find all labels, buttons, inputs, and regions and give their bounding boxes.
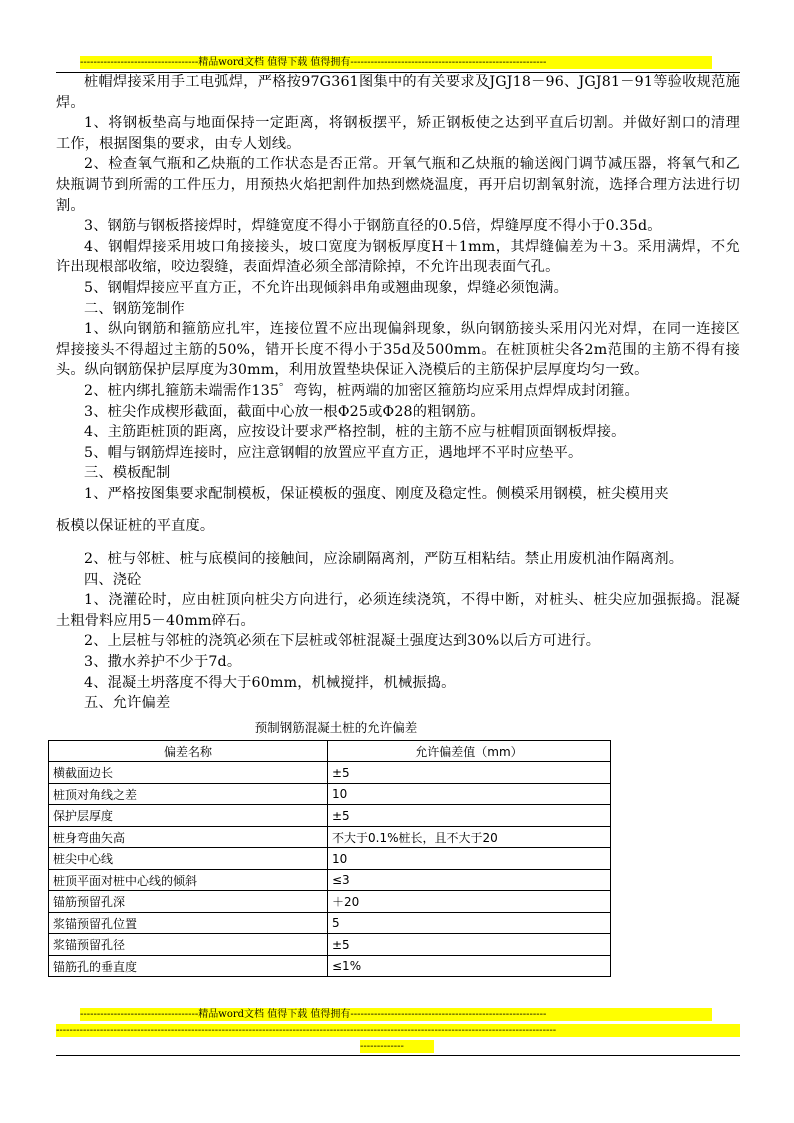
paragraph-weld-5: 5、钢帽焊接应平直方正，不允许出现倾斜串角或翘曲现象，焊缝必须饱满。 [84,279,569,296]
table-title: 预制钢筋混凝土桩的允许偏差 [254,719,418,735]
paragraph-pouring-3: 3、撒水养护不少于7d。 [84,654,242,671]
cell-value: 不大于0.1%桩长，且不大于20 [328,826,611,848]
paragraph-intro: 桩帽焊接采用手工电弧焊，严格按97G361图集中的有关要求及JGJ18－96、JGJ81－91等验收规范施焊。 [56,74,740,111]
paragraph-formwork-1: 1、严格按图集要求配制模板，保证模板的强度、刚度及稳定性。侧模采用钢模，桩尖模用夹 [84,485,669,502]
paragraph-weld-1: 1、将钢板垫高与地面保持一定距离，将钢板摆平，矫正钢板使之达到平直后切割。并做好割口的清理工作，根据图集的要求，由专人划线。 [56,115,740,152]
cell-value: ≤1% [328,955,611,977]
tolerance-table [48,740,611,978]
header-banner: -----------------------------------精品word文档 值得下载 值得拥有---------------------------------------------------------- [80,56,712,69]
table-row [49,826,611,848]
paragraph-cage-2: 2、桩内绑扎箍筋未端需作135゜弯钩，桩两端的加密区箍筋均应采用点焊焊成封闭箍。 [84,382,639,399]
paragraph-weld-2: 2、检查氧气瓶和乙炔瓶的工作状态是否正常。开氧气瓶和乙炔瓶的输送阀门调节减压器，将氧气和乙炔瓶调节到所需的工件压力，用预热火焰把割件加热到燃烧温度，再开启切割氧射流，选择合理方法进行切割。 [56,156,740,214]
section-heading-tolerance: 五、允许偏差 [84,695,171,712]
table-row [49,891,611,913]
cell-name: 锚筋预留孔深 [49,891,328,913]
cell-value: ±5 [328,805,611,827]
paragraph-pouring-1: 1、浇灌砼时，应由桩顶向桩尖方向进行，必须连续浇筑，不得中断，对桩头、桩尖应加强振捣。混凝土粗骨料应用5－40mm碎石。 [56,592,740,629]
cell-name: 浆锚预留孔位置 [49,912,328,934]
cell-name: 浆锚预留孔径 [49,934,328,956]
cell-value: ±5 [328,934,611,956]
cell-name: 保护层厚度 [49,805,328,827]
cell-value: 5 [328,912,611,934]
cell-name: 桩顶平面对桩中心线的倾斜 [49,869,328,891]
paragraph-formwork-2: 2、桩与邻桩、桩与底模间的接触间，应涂刷隔离剂，严防互相粘结。禁止用废机油作隔离剂。 [84,551,684,568]
cell-value: 10 [328,783,611,805]
document-body [53,72,740,977]
table-row [49,848,611,870]
footer-banner-line-1: -----------------------------------精品word文档 值得下载 值得拥有---------------------------------------------------------- [80,1008,712,1021]
paragraph-cage-4: 4、主筋距桩顶的距离，应按设计要求严格控制，桩的主筋不应与桩帽顶面钢板焊接。 [84,424,626,441]
paragraph-pouring-2: 2、上层桩与邻桩的浇筑必须在下层桩或邻桩混凝土强度达到30%以后方可进行。 [84,633,601,650]
cell-value: ＋20 [328,891,611,913]
table-row [49,762,611,784]
paragraph-cage-3: 3、桩尖作成楔形截面，截面中心放一根Φ25或Φ28的粗钢筋。 [84,403,485,420]
table-row [49,869,611,891]
paragraph-pouring-4: 4、混凝土坍落度不得大于60mm，机械搅拌，机械振捣。 [84,674,456,691]
cell-name: 桩身弯曲矢高 [49,826,328,848]
footer-banner-line-2: ---------------------------------------------------------------------------------------------------------------------------------------------------- [56,1024,740,1037]
cell-name: 桩尖中心线 [49,848,328,870]
cell-value: ≤3 [328,869,611,891]
footer-banner-line-3: ------------- [360,1040,434,1053]
paragraph-weld-4: 4、钢帽焊接采用坡口角接接头，坡口宽度为钢板厚度H＋1mm，其焊缝偏差为＋3。采用满焊，不允许出现根部收缩，咬边裂缝，表面焊渣必须全部清除掉，不允许出现表面气孔。 [56,238,740,276]
table-row [49,912,611,934]
paragraph-weld-3: 3、钢筋与钢板搭接焊时，焊缝宽度不得小于钢筋直径的0.5倍，焊缝厚度不得小于0.35d。 [84,218,662,235]
table-header-row [49,740,611,762]
table-row [49,805,611,827]
section-heading-cage: 二、钢筋笼制作 [84,300,185,317]
table-row [49,934,611,956]
cell-name: 横截面边长 [49,762,328,784]
cell-name: 桩顶对角线之差 [49,783,328,805]
table-row [49,783,611,805]
cell-name: 锚筋孔的垂直度 [49,955,328,977]
section-heading-formwork: 三、模板配制 [84,465,171,482]
column-header-value: 允许偏差值（mm） [328,740,611,762]
section-heading-pouring: 四、浇砼 [84,571,142,588]
cell-value: ±5 [328,762,611,784]
cell-value: 10 [328,848,611,870]
paragraph-cage-1: 1、纵向钢筋和箍筋应扎牢，连接位置不应出现偏斜现象，纵向钢筋接头采用闪光对焊，在同一连接区焊接接头不得超过主筋的50%，错开长度不得小于35d及500mm。在桩顶桩尖各2m范围的主筋不得有接头。纵向钢筋保护层厚度为30mm，利用放置垫块保证入浇模后的主筋保护层厚度均匀一致。 [56,321,740,379]
column-header-name: 偏差名称 [49,740,328,762]
table-row [49,955,611,977]
paragraph-cage-5: 5、帽与钢筋焊连接时，应注意钢帽的放置应平直方正，遇地坪不平时应垫平。 [84,444,583,461]
paragraph-formwork-1-cont: 板模以保证桩的平直度。 [56,518,215,535]
footer-rule [56,1055,740,1056]
